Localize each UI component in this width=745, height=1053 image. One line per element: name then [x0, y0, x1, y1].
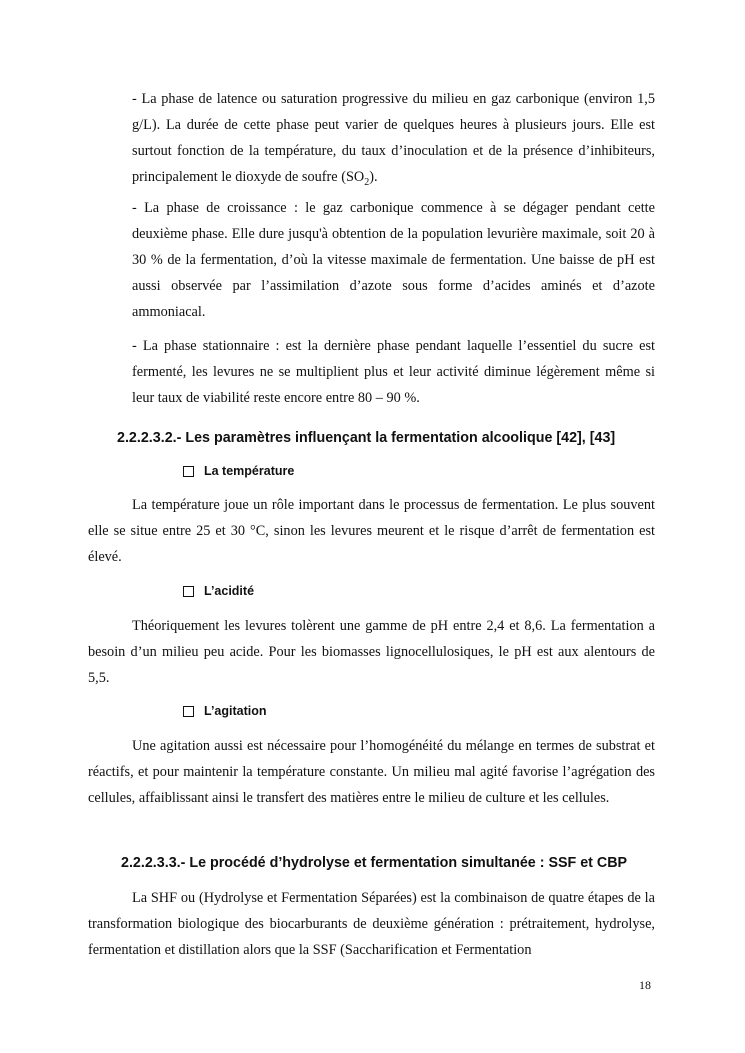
paragraph-phase-latence: [132, 86, 655, 196]
checkbox-square-icon: [183, 706, 194, 717]
latence-text: - La phase de latence ou saturation progressive du milieu en gaz carbonique (environ 1,5 g/L). La durée de cette phase peut varier de quelques heures à plusieurs jours. Elle est surtout fonction de la température, du taux d’inoculation et de la présence d’inhibiteurs, principalement le dioxyde de soufre (SO: [132, 91, 655, 185]
paragraph-shf: La SHF ou (Hydrolyse et Fermentation Séparées) est la combinaison de quatre étapes de la transformation biologique des biocarburants de deuxième génération : prétraitement, hydrolyse, fermentation et distillation alors que la SSF (Saccharification et Fermentation: [88, 890, 655, 958]
bullet-temperature: [183, 462, 294, 480]
heading-parametres: 2.2.2.3.2.- Les paramètres influençant la fermentation alcoolique [42], [43]: [117, 430, 616, 446]
bullet-temperature-label: La température: [204, 464, 295, 478]
bullet-agitation-label: L’agitation: [204, 704, 267, 718]
paragraph-temperature: La température joue un rôle important dans le processus de fermentation. Le plus souvent elle se situe entre 25 et 30 °C, sinon les levures meurent et le risque d’arrêt de fermentation est élevé.: [88, 497, 655, 565]
bullet-acidite-label: L’acidité: [204, 584, 255, 598]
latence-subscript: 2: [364, 176, 370, 188]
heading-procede: 2.2.2.3.3.- Le procédé d’hydrolyse et fermentation simultanée : SSF et CBP: [121, 855, 628, 871]
page-number: 18: [639, 978, 651, 992]
checkbox-square-icon: [183, 586, 194, 597]
paragraph-acidite: Théoriquement les levures tolèrent une gamme de pH entre 2,4 et 8,6. La fermentation a besoin d’un milieu peu acide. Pour les biomasses lignocellulosiques, le pH est aux alentours de 5,5.: [88, 618, 655, 686]
paragraph-phase-stationnaire: - La phase stationnaire : est la dernière phase pendant laquelle l’essentiel du sucre est fermenté, les levures ne se multiplient plus et leur activité diminue légèrement même si leur taux de viabilité reste encore entre 80 – 90 %.: [132, 338, 655, 406]
bullet-acidite: [183, 582, 254, 600]
paragraph-phase-croissance: - La phase de croissance : le gaz carbonique commence à se dégager pendant cette deuxième phase. Elle dure jusqu'à obtention de la population levurière maximale, soit 20 à 30 % de la fermentation, d’où la vitesse maximale de fermentation. Une baisse de pH est aussi observée par l’assimilation d’azote sous forme d’acides aminés et d’azote ammoniacal.: [132, 200, 655, 320]
latence-text-end: ).: [369, 169, 378, 185]
paragraph-agitation: Une agitation aussi est nécessaire pour l’homogénéité du mélange en termes de substrat et réactifs, et pour maintenir la température constante. Un milieu mal agité favorise l’agrégation des cellules, affaiblissant ainsi le transfert des matières entre le milieu de culture et les cellules.: [88, 738, 655, 806]
checkbox-square-icon: [183, 466, 194, 477]
bullet-agitation: [183, 702, 267, 720]
